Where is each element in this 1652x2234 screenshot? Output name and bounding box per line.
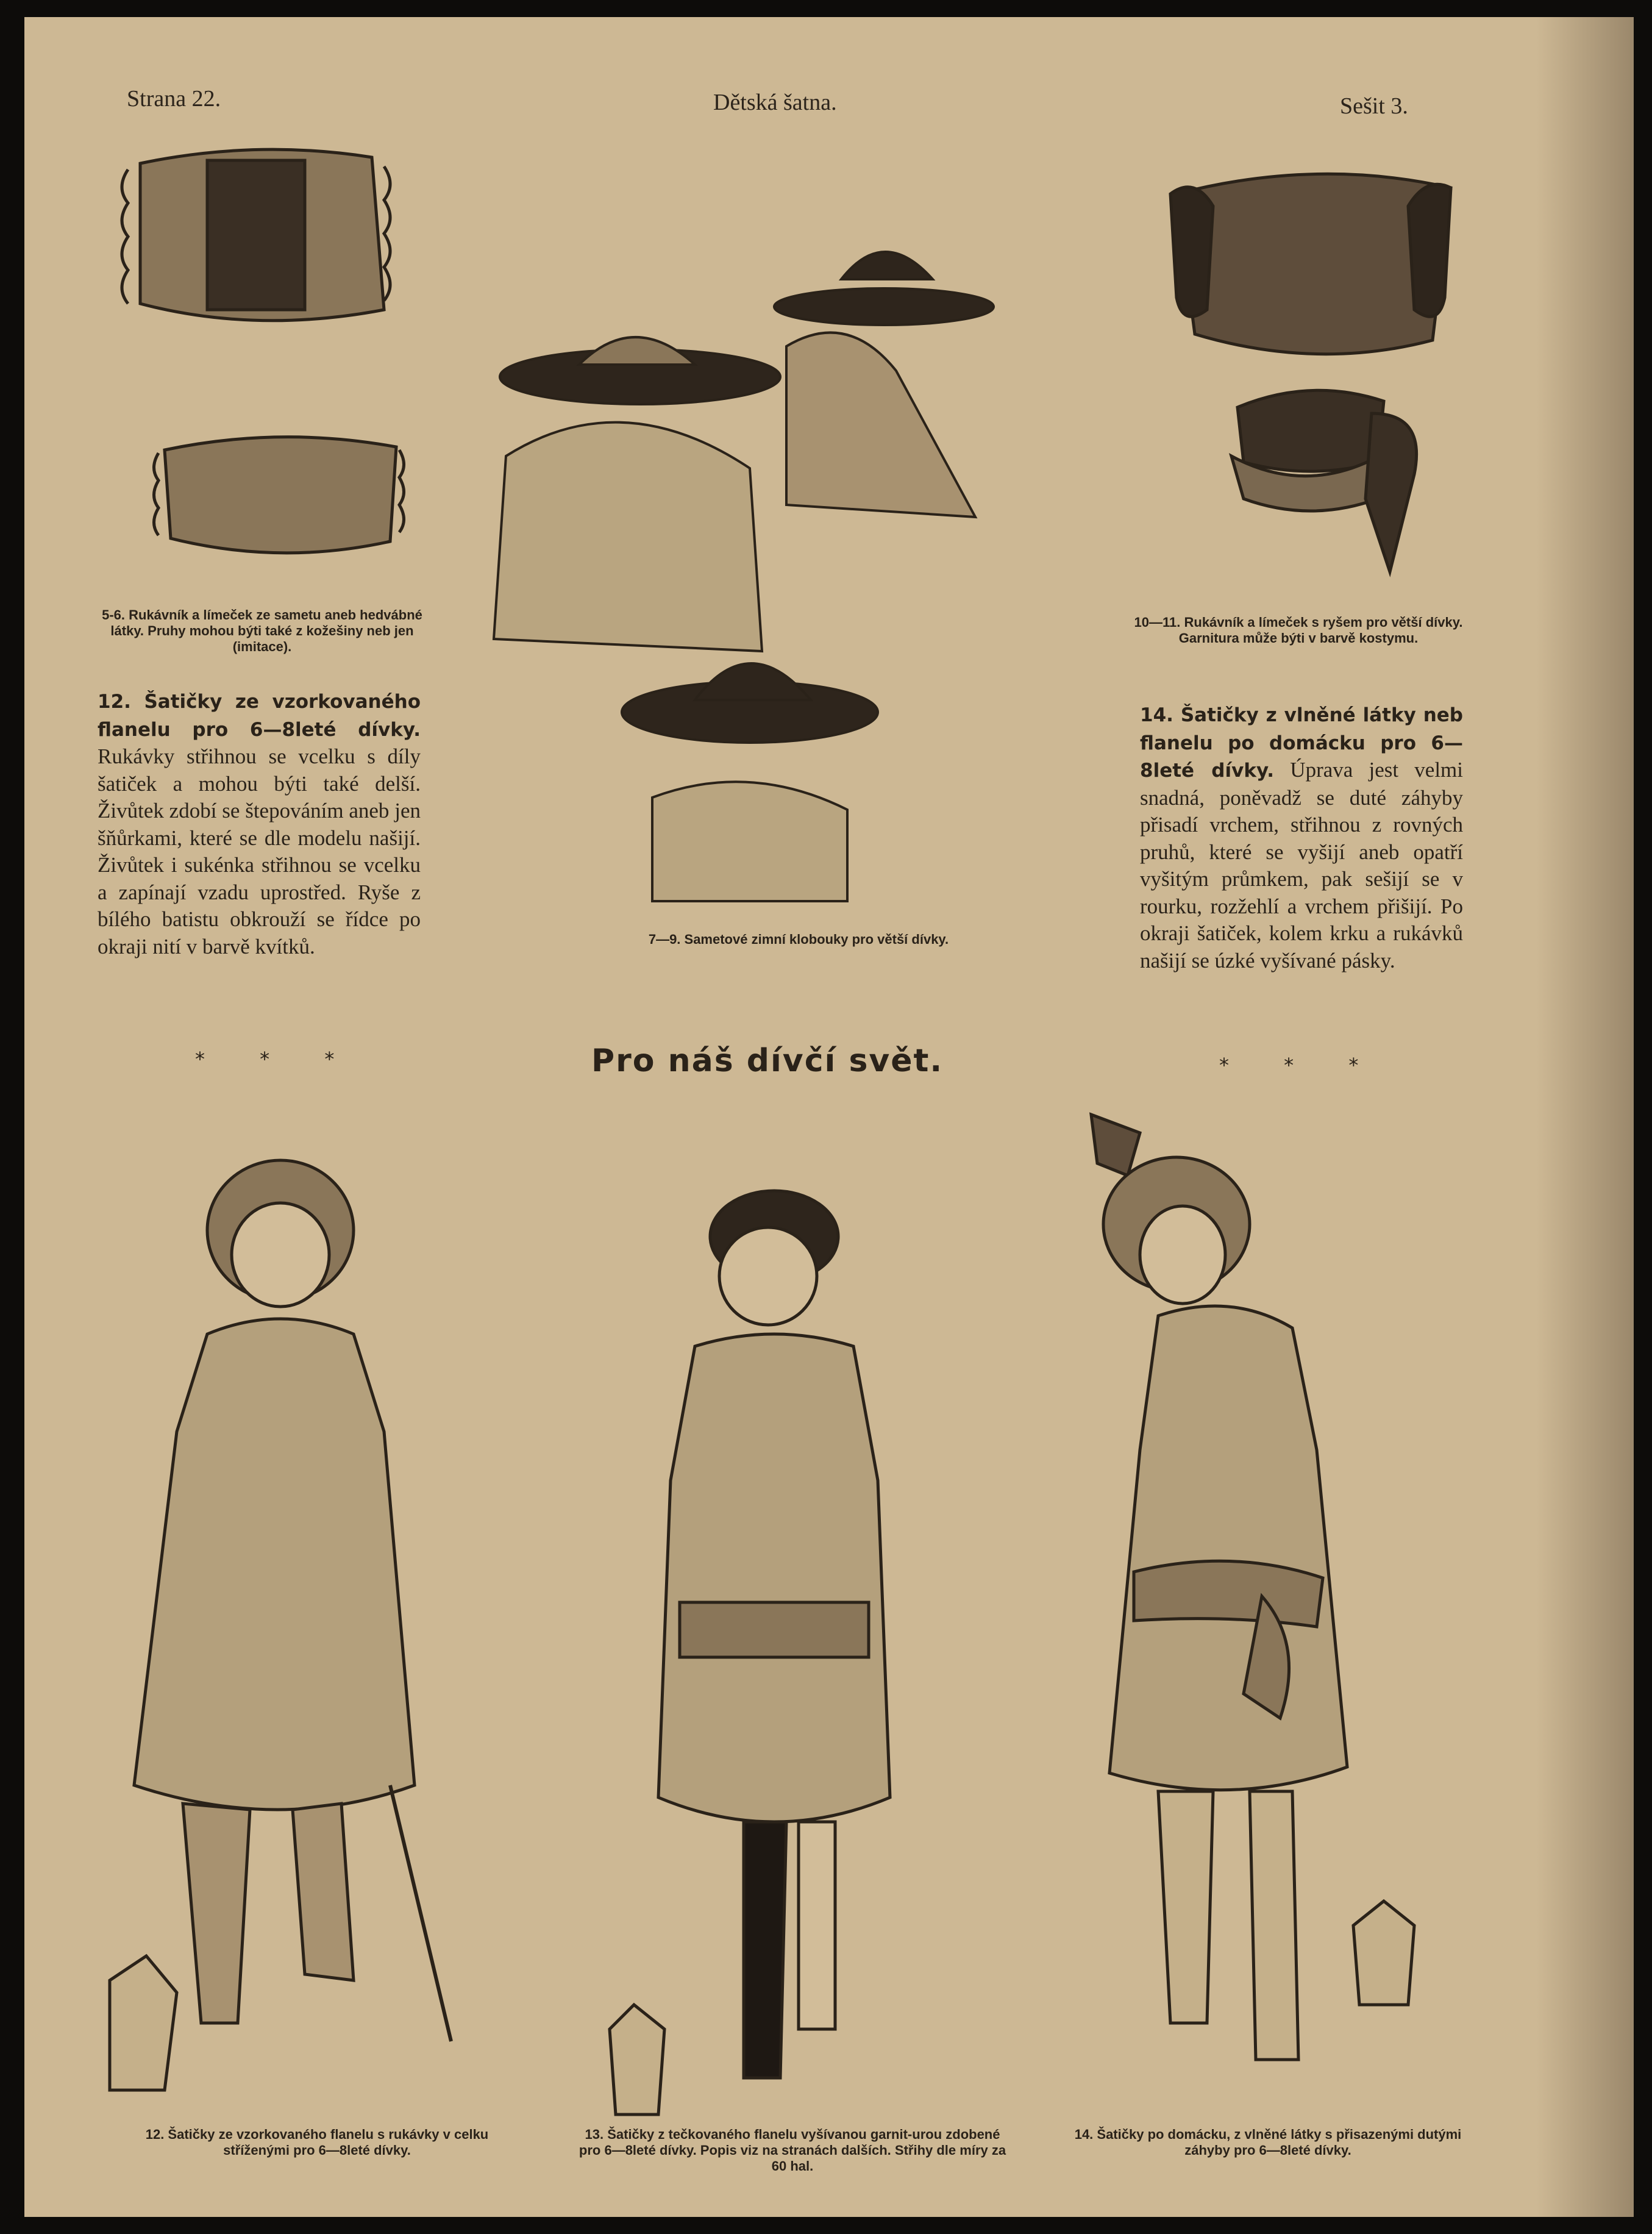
separator-right: * * * [1219, 1054, 1383, 1077]
article-14-title: 14. Šatičky z vlněné látky neb flanelu po domácku pro 6—8leté dívky. [1140, 704, 1463, 782]
issue-number: Sešit 3. [1340, 93, 1408, 119]
separator-left: * * * [195, 1047, 359, 1071]
girl-dress-13-illustration [591, 1163, 969, 2127]
girl-dress-14-illustration [1061, 1108, 1457, 2114]
page-number: Strana 22. [127, 86, 221, 112]
magazine-title: Dětská šatna. [713, 90, 837, 115]
article-14 [1140, 701, 1463, 974]
caption-dress-14: 14. Šatičky po domácku, z vlněné látky s přisazenými dutými záhyby pro 6—8leté dívky. [1074, 2127, 1462, 2158]
article-12 [98, 688, 421, 960]
article-12-body: Rukávky střihnou se vcelku s díly šatiček a mohou býti také delší. Živůtek zdobí se štepováním aneb jen šňůrkami, které se dle modelu našijí. Živůtek i sukénka střihnou se vcelku a zapínají vzadu uprostřed. Ryše z bílého batistu obkrouží se řídce po okraji nití v barvě kvítků. [98, 744, 421, 958]
caption-hats: 7—9. Sametové zimní klobouky pro větší dívky. [648, 932, 949, 947]
article-14-body: Úprava jest velmi snadná, poněvadž se duté záhyby přisadí vrchem, střihnou z rovných pruhů, které se vyšijí aneb opatří vyšitým průmkem, pak sešijí se v rourku, rozžehlí a vrchem přišijí. Po okraji šatiček, kolem krku a rukávků našijí se úzké vyšívané pásky. [1140, 758, 1464, 972]
section-heading: Pro náš dívčí svět. [591, 1043, 944, 1079]
magazine-page [24, 17, 1634, 2217]
hats-illustration [469, 212, 1109, 926]
girl-dress-12-illustration [98, 1151, 475, 2114]
caption-muffs-right: 10—11. Rukávník a límeček s ryšem pro větší dívky. Garnitura může býti v barvě kostymu. [1134, 615, 1463, 646]
caption-muffs-left: 5-6. Rukávník a límeček ze sametu aneb hedvábné látky. Pruhy mohou býti také z kožešiny neb jen (imitace). [102, 607, 422, 654]
page-edge-shadow [1536, 17, 1634, 2217]
caption-dress-12: 12. Šatičky ze vzorkovaného flanelu s rukávky v celku stříženými pro 6—8leté dívky. [145, 2127, 489, 2158]
caption-dress-13: 13. Šatičky z tečkovaného flanelu vyšívanou garnit-urou zdobené pro 6—8leté dívky. Popis viz na stranách dalších. Střihy dle míry za 60 hal. [579, 2127, 1006, 2174]
muff-collar-illustration-left [116, 139, 408, 566]
article-12-title: 12. Šatičky ze vzorkovaného flanelu pro 6—8leté dívky. [98, 691, 421, 741]
muff-collar-illustration-right [1158, 157, 1475, 596]
